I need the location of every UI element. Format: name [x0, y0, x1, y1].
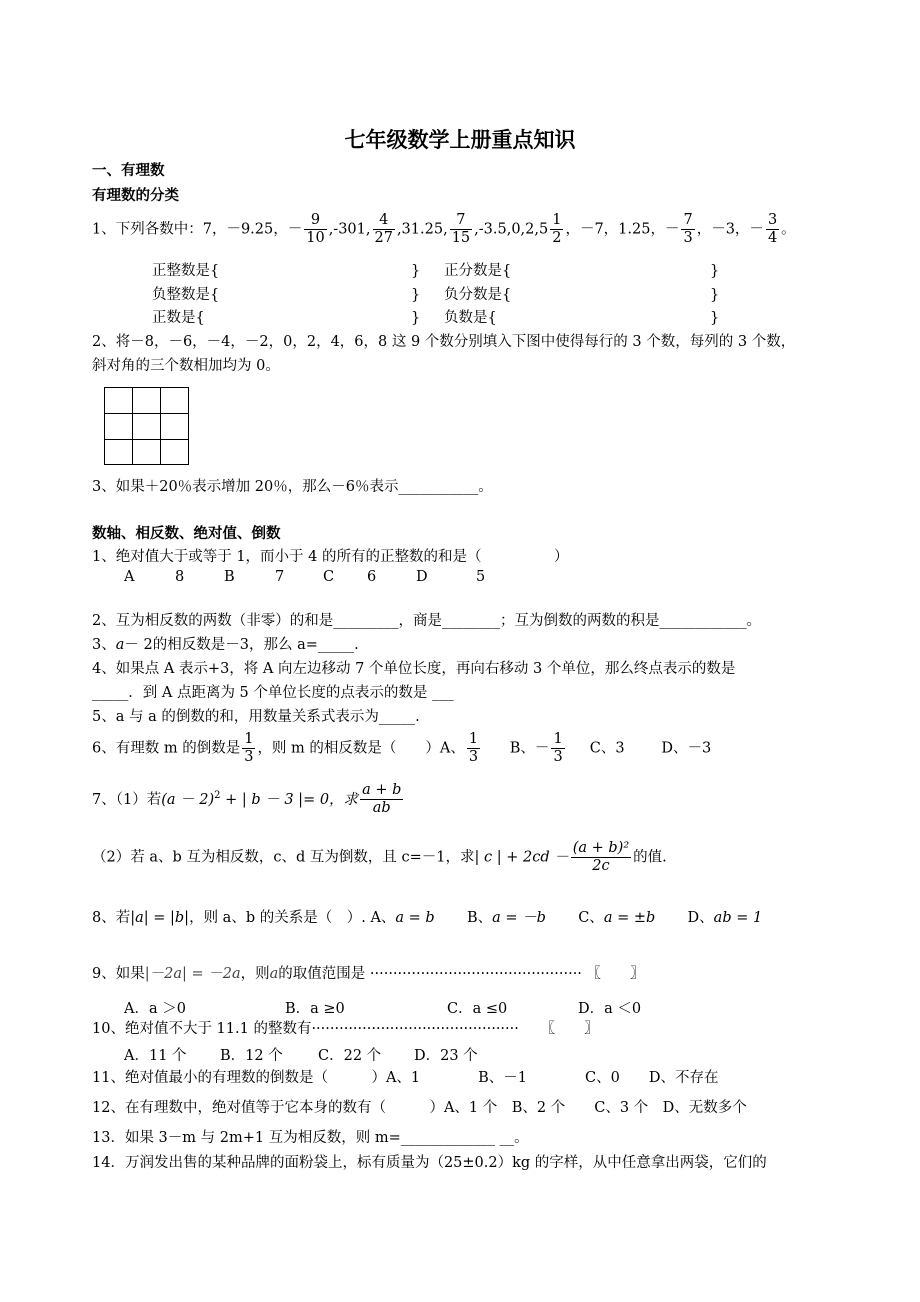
s2-question-12: 12、在有理数中，绝对值等于它本身的数有（ ）A、1 个 B、2 个 C、3 个 D、无数多个: [92, 1100, 747, 1116]
s2-question-6: 6、有理数 m 的倒数是 $\frac{1}{3}$ ，则 m 的相反数是（ ）A、 $\frac{1}{3}$ B、－ $\frac{1}{3}$ C、3 D、－3: [92, 731, 712, 765]
fraction: $\frac{3}{4}$: [767, 212, 778, 246]
question-1: [92, 212, 796, 247]
s2-question-14: 14．万润发出售的某种品牌的面粉袋上，标有质量为（25±0.2）kg 的字样，从中任意拿出两袋，它们的: [92, 1155, 767, 1171]
s2-question-2: 2、互为相反数的两数（非零）的和是_________，商是________；互为倒数的两数的积是____________。: [92, 613, 761, 629]
fraction: $\frac{1}{3}$: [244, 731, 254, 765]
fraction: $\frac{4}{27}$: [374, 212, 393, 246]
option-value: 8: [175, 569, 185, 585]
answer-row-close: }: [411, 287, 421, 303]
s2-question-3: 3、a－ 2的相反数是－3，那么 a=_____.: [92, 637, 359, 653]
option: D．23 个: [414, 1048, 478, 1064]
q1-text: ,-301,: [328, 221, 371, 238]
q1-text: ,31.25,: [396, 221, 448, 238]
grid-cell: [132, 387, 161, 414]
option-label: B: [224, 569, 235, 585]
q1-text: ，－7，1.25，－: [565, 221, 680, 238]
grid-cell: [104, 387, 133, 414]
answer-row-left: 负整数是{: [152, 287, 220, 303]
grid-cell: [132, 439, 161, 465]
s2-question-8: 8、若|a| = |b|，则 a、b 的关系是（ ）. A、a = b B、a = －b C、a = ±b D、ab = 1: [92, 910, 763, 926]
s2-question-11: 11、绝对值最小的有理数的倒数是（ ）A、1 B、－1 C、0 D、不存在: [92, 1070, 719, 1086]
s2-question-4-line1: 4、如果点 A 表示+3，将 A 向左边移动 7 个单位长度，再向右移动 3 个单位，那么终点表示的数是: [92, 661, 736, 677]
fraction: $\frac{7}{3}$: [683, 212, 693, 246]
option-label: A: [124, 569, 135, 585]
question-2-line1: 2、将－8，－6，－4，－2，0，2，4，6，8 这 9 个数分别填入下图中使得每行的 3 个数，每列的 3 个数，: [92, 334, 796, 350]
answer-row-close: }: [710, 263, 720, 279]
option: C．22 个: [318, 1048, 382, 1064]
option: A．11 个: [124, 1048, 187, 1064]
grid-cell: [160, 413, 189, 440]
fraction: $\frac{\text{(a + b)²}}{2c}$: [572, 840, 630, 874]
s2-question-4-line2: _____．到 A 点距离为 5 个单位长度的点表示的数是 ___: [92, 685, 454, 701]
option: B．a ≥0: [285, 1001, 345, 1017]
answer-row-right: 负分数是{: [444, 287, 512, 303]
s2-question-5: 5、a 与 a 的倒数的和，用数量关系式表示为_____.: [92, 709, 420, 725]
s2-question-1: 1、绝对值大于或等于 1，而小于 4 的所有的正整数的和是（ ）: [92, 549, 569, 565]
answer-row-left: 正整数是{: [152, 263, 220, 279]
option: A．a ＞0: [124, 1001, 186, 1017]
question-3: 3、如果＋20％表示增加 20％，那么－6％表示___________。: [92, 479, 493, 495]
grid-cell: [160, 387, 189, 414]
fraction: $\frac{1}{3}$: [468, 731, 479, 765]
fraction: $\frac{7}{15}$: [451, 212, 471, 246]
option-label: D: [416, 569, 428, 585]
s2-question-7a: 7、（1）若$(a - 2)^2$ + | b － 3 |= 0，求 $\frac{a + b}{ab}$: [92, 782, 402, 817]
question-2-line2: 斜对角的三个数相加均为 0。: [92, 358, 280, 374]
s2-question-10: 10、绝对值不大于 11.1 的整数有············································· 〖 〗: [92, 1021, 599, 1037]
answer-row-right: 负数是{: [444, 310, 497, 326]
fraction: $\frac{a + b}{ab}$: [362, 782, 402, 817]
answer-row-close: }: [710, 310, 720, 326]
fraction: $\frac{9}{10}$: [306, 212, 325, 246]
answer-row-left: 正数是{: [152, 310, 205, 326]
magic-square-grid: [104, 387, 188, 464]
fraction: $\frac{1}{3}$: [553, 731, 563, 765]
fraction: $\frac{1}{2}$: [552, 212, 562, 246]
option: D．a ＜0: [578, 1001, 642, 1017]
option-value: 7: [275, 569, 285, 585]
option-value: 5: [476, 569, 486, 585]
page-title: 七年级数学上册重点知识: [344, 128, 576, 152]
grid-cell: [104, 439, 133, 465]
grid-cell: [160, 439, 189, 465]
option: B．12 个: [220, 1048, 283, 1064]
option: C．a ≤0: [447, 1001, 508, 1017]
answer-row-close: }: [411, 310, 421, 326]
s2-question-7b: （2）若 a、b 互为相反数，c、d 互为倒数，且 c=－1，求| c | + 2cd － $\frac{\text{(a + b)²}}{2c}$ 的值.: [92, 840, 667, 874]
q1-intro: 1、下列各数中：7，－9.25，: [92, 221, 288, 238]
answer-row-right: 正分数是{: [444, 263, 512, 279]
section-heading-number-line: 数轴、相反数、绝对值、倒数: [92, 526, 281, 542]
option-value: 6: [367, 569, 377, 585]
s2-question-13: 13．如果 3－m 与 2m+1 互为相反数，则 m=_____________ __。: [92, 1130, 529, 1146]
q1-text: ,-3.5,0,2,5: [474, 221, 549, 238]
grid-cell: [132, 413, 161, 440]
minus-sign: －: [287, 221, 303, 238]
answer-row-close: }: [411, 263, 421, 279]
section-heading-rational: 一、有理数: [92, 163, 165, 179]
answer-row-close: }: [710, 287, 720, 303]
q1-text: 。: [781, 221, 796, 238]
s2-question-9: 9、如果|－2a| = －2a，则a的取值范围是 ·············································· 〖 〗: [92, 966, 645, 982]
grid-cell: [104, 413, 133, 440]
q1-text: ，－3，－: [696, 221, 764, 238]
option-label: C: [323, 569, 335, 585]
subsection-classification: 有理数的分类: [92, 188, 179, 204]
